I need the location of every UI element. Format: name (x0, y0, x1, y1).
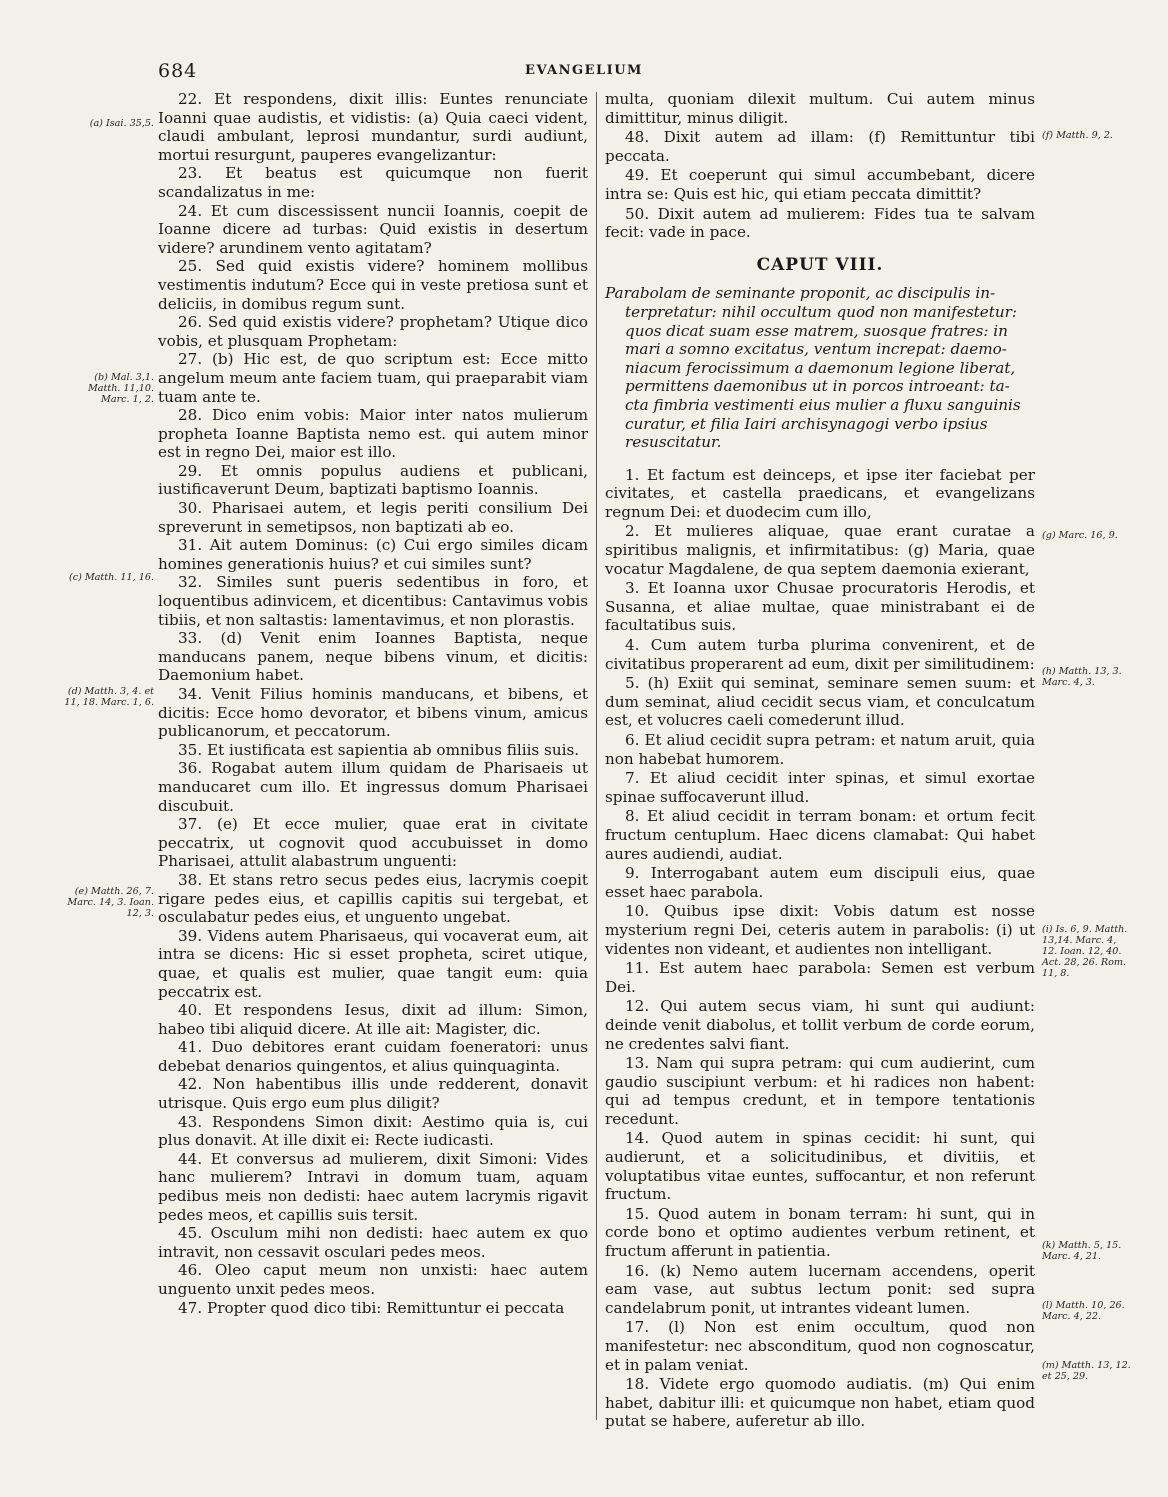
verse-8-18: 18. Videte ergo quomodo audiatis. (m) Qui enim habet, dabitur illi: et quicumque non habet, etiam quod putat se habere, auferetur ab illo. (605, 1375, 1035, 1431)
verse-32: 32. Similes sunt pueris sedentibus in foro, et loquentibus adinvicem, et dicentibus: Cantavimus vobis tibiis, et non saltastis: lamentavimus, et non plorastis. (158, 573, 588, 629)
verse-8-10: 10. Quibus ipse dixit: Vobis datum est nosse mysterium regni Dei, ceteris autem in parabolis: (i) ut videntes non videant, et audientes non intelligant. (605, 902, 1035, 958)
verse-40: 40. Et respondens Iesus, dixit ad illum: Simon, habeo tibi aliquid dicere. At ille ait: Magister, dic. (158, 1001, 588, 1038)
column-divider (596, 92, 597, 1420)
margin-note-l: (l) Matth. 10, 26. Marc. 4, 22. (1042, 1300, 1125, 1322)
left-column (158, 90, 588, 1317)
verse-49: 49. Et coeperunt qui simul accumbebant, dicere intra se: Quis est hic, qui etiam peccata dimittit? (605, 166, 1035, 203)
verse-25: 25. Sed quid existis videre? hominem mollibus vestimentis indutum? Ecce qui in veste pretiosa sunt et deliciis, in domibus regum sunt. (158, 257, 588, 313)
verse-26: 26. Sed quid existis videre? prophetam? Utique dico vobis, et plusquam Prophetam: (158, 313, 588, 350)
summary-line: niacum ferocissimum a daemonum legione liberat, (625, 358, 1016, 377)
verse-30: 30. Pharisaei autem, et legis periti consilium Dei spreverunt in semetipsos, non baptizati ab eo. (158, 499, 588, 536)
verse-46: 46. Oleo caput meum non unxisti: haec autem unguento unxit pedes meos. (158, 1261, 588, 1298)
verse-50: 50. Dixit autem ad mulierem: Fides tua te salvam fecit: vade in pace. (605, 204, 1035, 242)
summary-line: mari a somno excitatus, ventum increpat: daemo- (625, 340, 1007, 359)
summary-line: quos dicat suam esse matrem, suosque fratres: in (625, 321, 1008, 340)
margin-note-f: (f) Matth. 9, 2. (1042, 130, 1113, 141)
margin-note-a: (a) Isai. 35,5. (89, 118, 154, 129)
verse-8-15: 15. Quod autem in bonam terram: hi sunt, qui in corde bono et optimo audientes verbum retinent, et fructum afferunt in patientia. (605, 1204, 1035, 1261)
summary-line: terpretatur: nihil occultum quod non manifestetur: (625, 302, 1018, 321)
verse-43: 43. Respondens Simon dixit: Aestimo quia is, cui plus donavit. At ille dixit ei: Recte iudicasti. (158, 1112, 588, 1150)
verse-8-16: 16. (k) Nemo autem lucernam accendens, operit eam vase, aut subtus lectum ponit: sed supra candelabrum ponit, ut intrantes videant lumen. (605, 1261, 1035, 1317)
margin-note-k: (k) Matth. 5, 15. Marc. 4, 21. (1042, 1240, 1122, 1262)
verse-47: 47. Propter quod dico tibi: Remittuntur ei peccata (178, 1298, 565, 1317)
running-head: EVANGELIUM (525, 63, 643, 78)
chapter-summary (605, 284, 1035, 451)
verse-35: 35. Et iustificata est sapientia ab omnibus filiis suis. (178, 740, 580, 759)
summary-line: cta fimbria vestimenti eius mulier a fluxu sanguinis (625, 395, 1021, 414)
margin-note-m: (m) Matth. 13, 12. et 25, 29. (1042, 1360, 1131, 1382)
margin-note-c: (c) Matth. 11, 16. (68, 572, 154, 583)
verse-8-1: 1. Et factum est deinceps, et ipse iter faciebat per civitates, et castella praedicans, et evangelizans regnum Dei: et duodecim cum illo, (605, 465, 1035, 521)
summary-line: curatur, et filia Iairi archisynagogi verbo ipsius (625, 414, 988, 433)
verse-27: 27. (b) Hic est, de quo scriptum est: Ecce mitto angelum meum ante faciem tuam, qui praeparabit viam tuam ante te. (158, 350, 588, 406)
margin-note-d: (d) Matth. 3, 4. et 11, 18. Marc. 1, 6. (64, 686, 154, 708)
verse-8-13: 13. Nam qui supra petram: qui cum audierint, cum gaudio suscipiunt verbum: et hi radices non habent: qui ad tempus credunt, et in tempore tentationis recedunt. (605, 1054, 1035, 1128)
summary-line: resuscitatur. (625, 433, 722, 452)
verse-39: 39. Videns autem Pharisaeus, qui vocaverat eum, ait intra se dicens: Hic si esset propheta, sciret utique, quae, et qualis est mulier, quae tangit eum: quia peccatrix est. (158, 926, 588, 1001)
margin-note-i: (i) Is. 6, 9. Matth. 13,14. Marc. 4, 12. Ioan. 12, 40. Act. 28, 26. Rom. 11, 8. (1042, 924, 1128, 979)
margin-note-b: (b) Mal. 3,1. Matth. 11,10. Marc. 1, 2. (87, 372, 154, 405)
verse-8-4: 4. Cum autem turba plurima convenirent, et de civitatibus properarent ad eum, dixit per similitudinem: (605, 636, 1035, 673)
verse-38: 38. Et stans retro secus pedes eius, lacrymis coepit rigare pedes eius, et capillis capitis sui tergebat, et osculabatur pedes eius, et unguento ungebat. (158, 870, 588, 927)
verse-8-7: 7. Et aliud cecidit inter spinas, et simul exortae spinae suffocaverunt illud. (605, 769, 1035, 806)
verse-8-6: 6. Et aliud cecidit supra petram: et natum aruit, quia non habebat humorem. (605, 731, 1035, 768)
summary-line: Parabolam de seminante proponit, ac discipulis in- (605, 284, 996, 303)
verse-33: 33. (d) Venit enim Ioannes Baptista, neque manducans panem, neque bibens vinum, et dicitis: Daemonium habet. (158, 629, 588, 685)
verse-24: 24. Et cum discessissent nuncii Ioannis, coepit de Ioanne dicere ad turbas: Quid existis in desertum videre? arundinem vento agitatam? (158, 201, 588, 257)
verse-31: 31. Ait autem Dominus: (c) Cui ergo similes dicam homines generationis huius? et cui similes sunt? (158, 536, 588, 573)
verse-28: 28. Dico enim vobis: Maior inter natos mulierum propheta Ioanne Baptista nemo est. qui autem minor est in regno Dei, maior est illo. (158, 406, 588, 462)
verse-22: 22. Et respondens, dixit illis: Euntes renunciate Ioanni quae audistis, et vidistis: (a) Quia caeci vident, claudi ambulant, leprosi mundantur, surdi audiunt, mortui resurgunt, pauperes evangelizantur: (158, 90, 588, 164)
verse-41: 41. Duo debitores erant cuidam foeneratori: unus debebat denarios quingentos, et alius quinquaginta. (158, 1038, 588, 1075)
verse-48: 48. Dixit autem ad illam: (f) Remittuntur tibi peccata. (605, 128, 1035, 165)
verse-37: 37. (e) Et ecce mulier, quae erat in civitate peccatrix, ut cognovit quod accubuisset in domo Pharisaei, attulit alabastrum unguenti: (158, 815, 588, 871)
verse-8-8: 8. Et aliud cecidit in terram bonam: et ortum fecit fructum centuplum. Haec dicens clamabat: Qui habet aures audiendi, audiat. (605, 807, 1035, 863)
verse-34: 34. Venit Filius hominis manducans, et bibens, et dicitis: Ecce homo devorator, et bibens vinum, amicus publicanorum, et peccatorum. (158, 685, 588, 741)
verse-8-17: 17. (l) Non est enim occultum, quod non manifestetur: nec absconditum, quod non cognoscatur, et in palam veniat. (605, 1318, 1035, 1374)
verse-8-11: 11. Est autem haec parabola: Semen est verbum Dei. (605, 959, 1035, 996)
page-number: 684 (158, 60, 198, 82)
verse-42: 42. Non habentibus illis unde redderent, donavit utrisque. Quis ergo eum plus diligit? (158, 1075, 588, 1113)
margin-note-g: (g) Marc. 16, 9. (1042, 530, 1118, 541)
verse-45: 45. Osculum mihi non dedisti: haec autem ex quo intravit, non cessavit osculari pedes meos. (158, 1224, 588, 1261)
margin-note-e: (e) Matth. 26, 7. Marc. 14, 3. Ioan. 12, 3. (67, 886, 154, 919)
verse-23: 23. Et beatus est quicumque non fuerit scandalizatus in me: (158, 164, 588, 201)
verse-47-continued: multa, quoniam dilexit multum. Cui autem minus dimittitur, minus diligit. (605, 90, 1035, 127)
verse-36: 36. Rogabat autem illum quidam de Pharisaeis ut manducaret cum illo. Et ingressus domum Pharisaei discubuit. (158, 759, 588, 815)
verse-8-9: 9. Interrogabant autem eum discipuli eius, quae esset haec parabola. (605, 864, 1035, 901)
verse-8-12: 12. Qui autem secus viam, hi sunt qui audiunt: deinde venit diabolus, et tollit verbum de corde eorum, ne credentes salvi fiant. (605, 997, 1035, 1053)
verse-8-3: 3. Et Ioanna uxor Chusae procuratoris Herodis, et Susanna, et aliae multae, quae ministrabant ei de facultatibus suis. (605, 579, 1035, 635)
verse-8-14: 14. Quod autem in spinas cecidit: hi sunt, qui audierunt, et a solicitudinibus, et divitiis, et voluptatibus vitae euntes, suffocantur, et non referunt fructum. (605, 1129, 1035, 1204)
right-column (605, 90, 1035, 1432)
verse-44: 44. Et conversus ad mulierem, dixit Simoni: Vides hanc mulierem? Intravi in domum tuam, aquam pedibus meis non dedisti: haec autem lacrymis rigavit pedes meos, et capillis suis tersit. (158, 1149, 588, 1224)
verse-8-2: 2. Et mulieres aliquae, quae erant curatae a spiritibus malignis, et infirmitatibus: (g) Maria, quae vocatur Magdalene, de qua septem daemonia exierant, (605, 522, 1035, 578)
chapter-title: CAPUT VIII. (756, 254, 884, 275)
verse-8-5: 5. (h) Exiit qui seminat, seminare semen suum: et dum seminat, aliud cecidit secus viam, et conculcatum est, et volucres caeli comederunt illud. (605, 674, 1035, 730)
summary-line: permittens daemonibus ut in porcos introeant: ta- (625, 377, 1010, 396)
verse-29: 29. Et omnis populus audiens et publicani, iustificaverunt Deum, baptizati baptismo Ioannis. (158, 461, 588, 499)
margin-note-h: (h) Matth. 13, 3. Marc. 4, 3. (1042, 666, 1122, 688)
